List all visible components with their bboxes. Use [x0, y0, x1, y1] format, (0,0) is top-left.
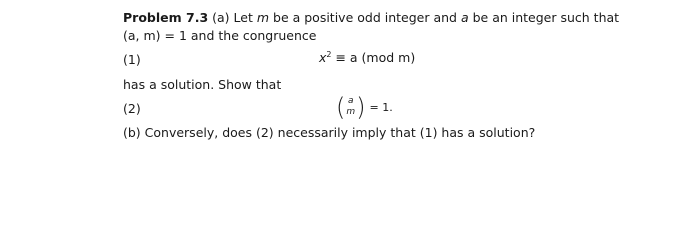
part-b-text: (b) Conversely, does (2) necessarily imply that (1) has a solution?	[123, 125, 536, 140]
legendre-bottom: m	[346, 107, 356, 117]
left-paren: (	[336, 92, 346, 122]
equation-2-number: (2)	[123, 101, 141, 116]
eq1-rhs: ≡ a (mod m)	[331, 50, 416, 65]
part-a-text-1: (a) Let	[212, 10, 257, 25]
eq1-exponent: 2	[326, 50, 332, 59]
eq1-lhs: x	[319, 50, 327, 65]
legendre-symbol	[346, 97, 355, 117]
part-a-text-3: be an integer such that	[468, 10, 620, 25]
eq2-rhs: = 1.	[369, 100, 393, 114]
equation-2	[336, 92, 393, 122]
part-a-text-2: be a positive odd integer and	[269, 10, 461, 25]
legendre-top: a	[348, 96, 354, 106]
problem-line-2: (a, m) = 1 and the congruence	[123, 28, 317, 43]
equation-1-number: (1)	[123, 52, 141, 67]
problem-line-1	[123, 12, 619, 25]
var-a: a	[460, 10, 469, 25]
problem-label: Problem 7.3	[123, 10, 209, 25]
problem-line-3: has a solution. Show that	[123, 77, 282, 92]
right-paren: )	[356, 92, 366, 122]
var-m: m	[256, 10, 270, 25]
equation-1	[319, 51, 415, 65]
